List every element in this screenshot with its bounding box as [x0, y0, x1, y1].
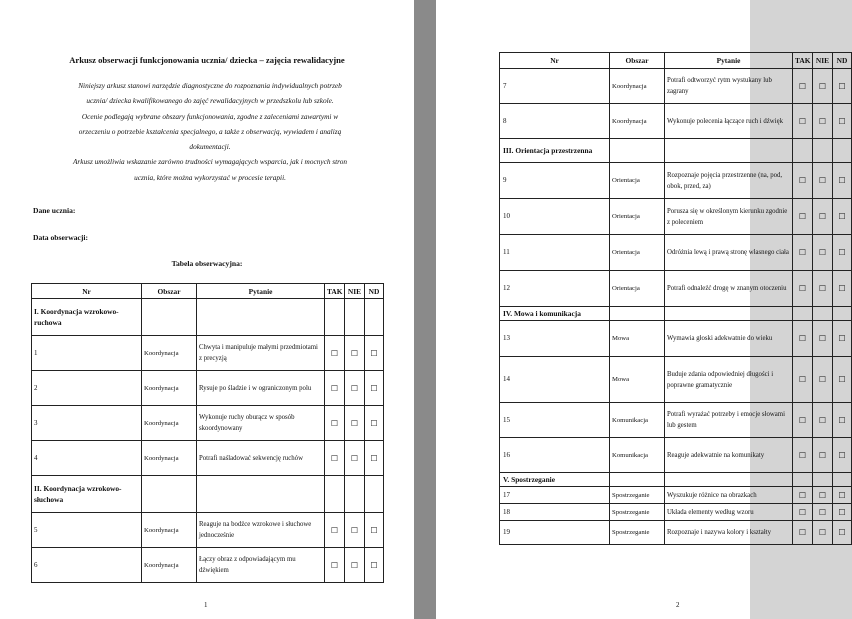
row-area: Komunikacja: [610, 438, 665, 473]
row-area: Komunikacja: [610, 403, 665, 438]
row-area: Spostrzeganie: [610, 487, 665, 504]
empty-cell: [813, 307, 833, 321]
section-row: [32, 476, 384, 513]
row-area: Orientacja: [610, 199, 665, 235]
intro-line: Arkusz umożliwia wskazanie zarówno trudności wymagających wsparcia, jak i mocnych stron: [72, 157, 348, 167]
checkbox-nie[interactable]: ☐: [813, 357, 833, 403]
row-area: Koordynacja: [610, 104, 665, 139]
empty-cell: [142, 476, 197, 513]
row-area: Spostrzeganie: [610, 504, 665, 521]
header-obszar: Obszar: [610, 53, 665, 69]
header-pytanie: Pytanie: [665, 53, 793, 69]
row-number: 4: [32, 441, 142, 476]
checkbox-nie[interactable]: ☐: [813, 163, 833, 199]
empty-cell: [793, 139, 813, 163]
row-number: 10: [500, 199, 610, 235]
table-row: [500, 487, 852, 504]
checkbox-tak[interactable]: ☐: [793, 504, 813, 521]
row-number: 7: [500, 69, 610, 104]
row-area: Mowa: [610, 357, 665, 403]
checkbox-tak[interactable]: ☐: [325, 441, 345, 476]
checkbox-nd[interactable]: ☐: [833, 235, 852, 271]
row-number: 3: [32, 406, 142, 441]
checkbox-nie[interactable]: ☐: [813, 504, 833, 521]
page-gap: [414, 0, 436, 619]
checkbox-nd[interactable]: ☐: [833, 69, 852, 104]
checkbox-tak[interactable]: ☐: [793, 163, 813, 199]
table-row: [32, 371, 384, 406]
checkbox-tak[interactable]: ☐: [793, 357, 813, 403]
empty-cell: [610, 307, 665, 321]
row-question: Chwyta i manipuluje małymi przedmiotami z precyzją: [197, 336, 325, 371]
row-question: Wykonuje ruchy oburącz w sposób skoordynowany: [197, 406, 325, 441]
checkbox-nd[interactable]: ☐: [365, 371, 384, 406]
checkbox-nd[interactable]: ☐: [365, 513, 384, 548]
row-area: Mowa: [610, 321, 665, 357]
section-title: II. Koordynacja wzrokowo-słuchowa: [32, 476, 142, 513]
checkbox-nie[interactable]: ☐: [345, 548, 365, 583]
empty-cell: [793, 307, 813, 321]
checkbox-nie[interactable]: ☐: [813, 438, 833, 473]
empty-cell: [833, 473, 852, 487]
empty-cell: [610, 139, 665, 163]
checkbox-nie[interactable]: ☐: [813, 487, 833, 504]
row-question: Rozpoznaje pojęcia przestrzenne (na, pod, obok, przed, za): [665, 163, 793, 199]
checkbox-tak[interactable]: ☐: [325, 336, 345, 371]
row-area: Koordynacja: [142, 513, 197, 548]
empty-cell: [365, 299, 384, 336]
checkbox-nie[interactable]: ☐: [813, 104, 833, 139]
document-title: Arkusz obserwacji funkcjonowania ucznia/ dziecka – zajęcia rewalidacyjne: [69, 55, 345, 65]
table-row: [500, 235, 852, 271]
row-question: Wyszukuje różnice na obrazkach: [665, 487, 793, 504]
table-row: [500, 504, 852, 521]
intro-text: [30, 78, 390, 185]
row-number: 17: [500, 487, 610, 504]
empty-cell: [833, 139, 852, 163]
row-number: 12: [500, 271, 610, 307]
checkbox-nd[interactable]: ☐: [365, 548, 384, 583]
checkbox-tak[interactable]: ☐: [793, 271, 813, 307]
checkbox-nd[interactable]: ☐: [833, 104, 852, 139]
row-area: Koordynacja: [610, 69, 665, 104]
row-number: 5: [32, 513, 142, 548]
row-question: Wymawia głoski adekwatnie do wieku: [665, 321, 793, 357]
row-area: Koordynacja: [142, 548, 197, 583]
header-nie: NIE: [813, 53, 833, 69]
row-question: Układa elementy według wzoru: [665, 504, 793, 521]
checkbox-nie[interactable]: ☐: [345, 441, 365, 476]
checkbox-tak[interactable]: ☐: [325, 406, 345, 441]
row-question: Rozpoznaje i nazywa kolory i kształty: [665, 521, 793, 545]
section-row: [500, 139, 852, 163]
empty-cell: [813, 139, 833, 163]
checkbox-nie[interactable]: ☐: [813, 403, 833, 438]
checkbox-nd[interactable]: ☐: [833, 271, 852, 307]
checkbox-nd[interactable]: ☐: [833, 504, 852, 521]
row-number: 8: [500, 104, 610, 139]
header-nd: ND: [833, 53, 852, 69]
row-area: Koordynacja: [142, 371, 197, 406]
checkbox-tak[interactable]: ☐: [793, 321, 813, 357]
checkbox-nd[interactable]: ☐: [833, 199, 852, 235]
table-row: [500, 69, 852, 104]
checkbox-nd[interactable]: ☐: [833, 487, 852, 504]
empty-cell: [197, 299, 325, 336]
section-row: [500, 307, 852, 321]
empty-cell: [345, 299, 365, 336]
empty-cell: [325, 299, 345, 336]
row-question: Potrafi wyrażać potrzeby i emocje słowami lub gestem: [665, 403, 793, 438]
checkbox-nie[interactable]: ☐: [345, 336, 365, 371]
checkbox-tak[interactable]: ☐: [793, 438, 813, 473]
row-number: 16: [500, 438, 610, 473]
header-nr: Nr: [500, 53, 610, 69]
checkbox-nd[interactable]: ☐: [833, 438, 852, 473]
table-row: [32, 513, 384, 548]
checkbox-nd[interactable]: ☐: [833, 403, 852, 438]
intro-line: ucznia, które można wykorzystać w procesie terapii.: [134, 172, 286, 182]
row-number: 18: [500, 504, 610, 521]
header-nd: ND: [365, 284, 384, 299]
checkbox-tak[interactable]: ☐: [793, 199, 813, 235]
empty-cell: [665, 307, 793, 321]
checkbox-nie[interactable]: ☐: [813, 69, 833, 104]
empty-cell: [665, 139, 793, 163]
row-area: Koordynacja: [142, 336, 197, 371]
row-number: 6: [32, 548, 142, 583]
checkbox-tak[interactable]: ☐: [325, 371, 345, 406]
checkbox-nd[interactable]: ☐: [365, 406, 384, 441]
empty-cell: [365, 476, 384, 513]
checkbox-tak[interactable]: ☐: [793, 487, 813, 504]
section-title: V. Spostrzeganie: [500, 473, 610, 487]
header-tak: TAK: [793, 53, 813, 69]
header-pytanie: Pytanie: [197, 284, 325, 299]
intro-line: Niniejszy arkusz stanowi narzędzie diagnostyczne do rozpoznania indywidualnych potrzeb: [78, 81, 342, 90]
intro-line: Ocenie podlegają wybrane obszary funkcjonowania, zgodne z zaleceniami zawartymi w: [81, 111, 339, 121]
row-number: 1: [32, 336, 142, 371]
checkbox-nd[interactable]: ☐: [833, 321, 852, 357]
checkbox-nd[interactable]: ☐: [833, 357, 852, 403]
document-page-2: [436, 0, 848, 619]
intro-line: dokumentacji.: [189, 142, 231, 152]
checkbox-tak[interactable]: ☐: [793, 403, 813, 438]
header-tak: TAK: [325, 284, 345, 299]
row-number: 13: [500, 321, 610, 357]
table-row: [32, 336, 384, 371]
table-row: [32, 406, 384, 441]
section-row: [32, 299, 384, 336]
observation-table-page-1: [31, 283, 384, 583]
checkbox-nie[interactable]: ☐: [813, 199, 833, 235]
checkbox-nd[interactable]: ☐: [365, 441, 384, 476]
checkbox-nd[interactable]: ☐: [833, 521, 852, 545]
header-obszar: Obszar: [142, 284, 197, 299]
section-title: III. Orientacja przestrzenna: [500, 139, 610, 163]
row-area: Orientacja: [610, 163, 665, 199]
empty-cell: [665, 473, 793, 487]
table-row: [500, 163, 852, 199]
observation-date-label: Data obserwacji:: [33, 233, 89, 242]
row-area: Orientacja: [610, 271, 665, 307]
table-row: [500, 104, 852, 139]
intro-line: orzeczeniu o potrzebie kształcenia specjalnego, a także z obserwacją, wywiadem i analizą: [78, 126, 342, 136]
row-question: Potrafi odnaleźć drogę w znanym otoczeniu: [665, 271, 793, 307]
empty-cell: [325, 476, 345, 513]
table-row: [500, 521, 852, 545]
document-page-1: [0, 0, 414, 619]
checkbox-tak[interactable]: ☐: [793, 69, 813, 104]
row-area: Koordynacja: [142, 441, 197, 476]
row-question: Buduje zdania odpowiedniej długości i poprawne gramatycznie: [665, 357, 793, 403]
empty-cell: [197, 476, 325, 513]
checkbox-tak[interactable]: ☐: [325, 548, 345, 583]
row-number: 11: [500, 235, 610, 271]
table-row: [500, 271, 852, 307]
table-title: Tabela obserwacyjna:: [171, 259, 243, 268]
table-row: [32, 548, 384, 583]
row-question: Reaguje na bodźce wzrokowe i słuchowe jednocześnie: [197, 513, 325, 548]
row-question: Łączy obraz z odpowiadającym mu dźwiękiem: [197, 548, 325, 583]
table-row: [500, 199, 852, 235]
row-question: Potrafi naśladować sekwencję ruchów: [197, 441, 325, 476]
header-nr: Nr: [32, 284, 142, 299]
header-nie: NIE: [345, 284, 365, 299]
checkbox-nd[interactable]: ☐: [365, 336, 384, 371]
row-question: Rysuje po śladzie i w ograniczonym polu: [197, 371, 325, 406]
row-question: Odróżnia lewą i prawą stronę własnego ciała: [665, 235, 793, 271]
row-area: Orientacja: [610, 235, 665, 271]
row-question: Porusza się w określonym kierunku zgodnie z poleceniem: [665, 199, 793, 235]
table-row: [500, 403, 852, 438]
empty-cell: [142, 299, 197, 336]
empty-cell: [833, 307, 852, 321]
section-title: IV. Mowa i komunikacja: [500, 307, 610, 321]
checkbox-nie[interactable]: ☐: [345, 371, 365, 406]
row-number: 19: [500, 521, 610, 545]
checkbox-nie[interactable]: ☐: [813, 235, 833, 271]
table-row: [500, 357, 852, 403]
empty-cell: [345, 476, 365, 513]
table-row: [32, 441, 384, 476]
checkbox-nie[interactable]: ☐: [813, 271, 833, 307]
checkbox-tak[interactable]: ☐: [793, 521, 813, 545]
section-row: [500, 473, 852, 487]
section-title: I. Koordynacja wzrokowo-ruchowa: [32, 299, 142, 336]
page-number: 2: [676, 601, 680, 609]
checkbox-nie[interactable]: ☐: [345, 513, 365, 548]
row-question: Potrafi odtworzyć rytm wystukany lub zagrany: [665, 69, 793, 104]
page-number: 1: [204, 601, 208, 609]
empty-cell: [793, 473, 813, 487]
checkbox-tak[interactable]: ☐: [325, 513, 345, 548]
empty-cell: [813, 473, 833, 487]
checkbox-nie[interactable]: ☐: [345, 406, 365, 441]
checkbox-nie[interactable]: ☐: [813, 321, 833, 357]
checkbox-nie[interactable]: ☐: [813, 521, 833, 545]
row-area: Spostrzeganie: [610, 521, 665, 545]
checkbox-tak[interactable]: ☐: [793, 104, 813, 139]
row-number: 9: [500, 163, 610, 199]
row-number: 2: [32, 371, 142, 406]
observation-table-page-2: [499, 52, 852, 545]
row-number: 14: [500, 357, 610, 403]
table-row: [500, 438, 852, 473]
empty-cell: [610, 473, 665, 487]
row-area: Koordynacja: [142, 406, 197, 441]
table-row: [500, 321, 852, 357]
intro-line: ucznia/ dziecka kwalifikowanego do zajęć rewalidacyjnych w przedszkolu lub szkole.: [86, 96, 334, 106]
student-data-label: Dane ucznia:: [33, 206, 76, 215]
checkbox-tak[interactable]: ☐: [793, 235, 813, 271]
row-question: Wykonuje polecenia łączące ruch i dźwięk: [665, 104, 793, 139]
checkbox-nd[interactable]: ☐: [833, 163, 852, 199]
row-number: 15: [500, 403, 610, 438]
row-question: Reaguje adekwatnie na komunikaty: [665, 438, 793, 473]
